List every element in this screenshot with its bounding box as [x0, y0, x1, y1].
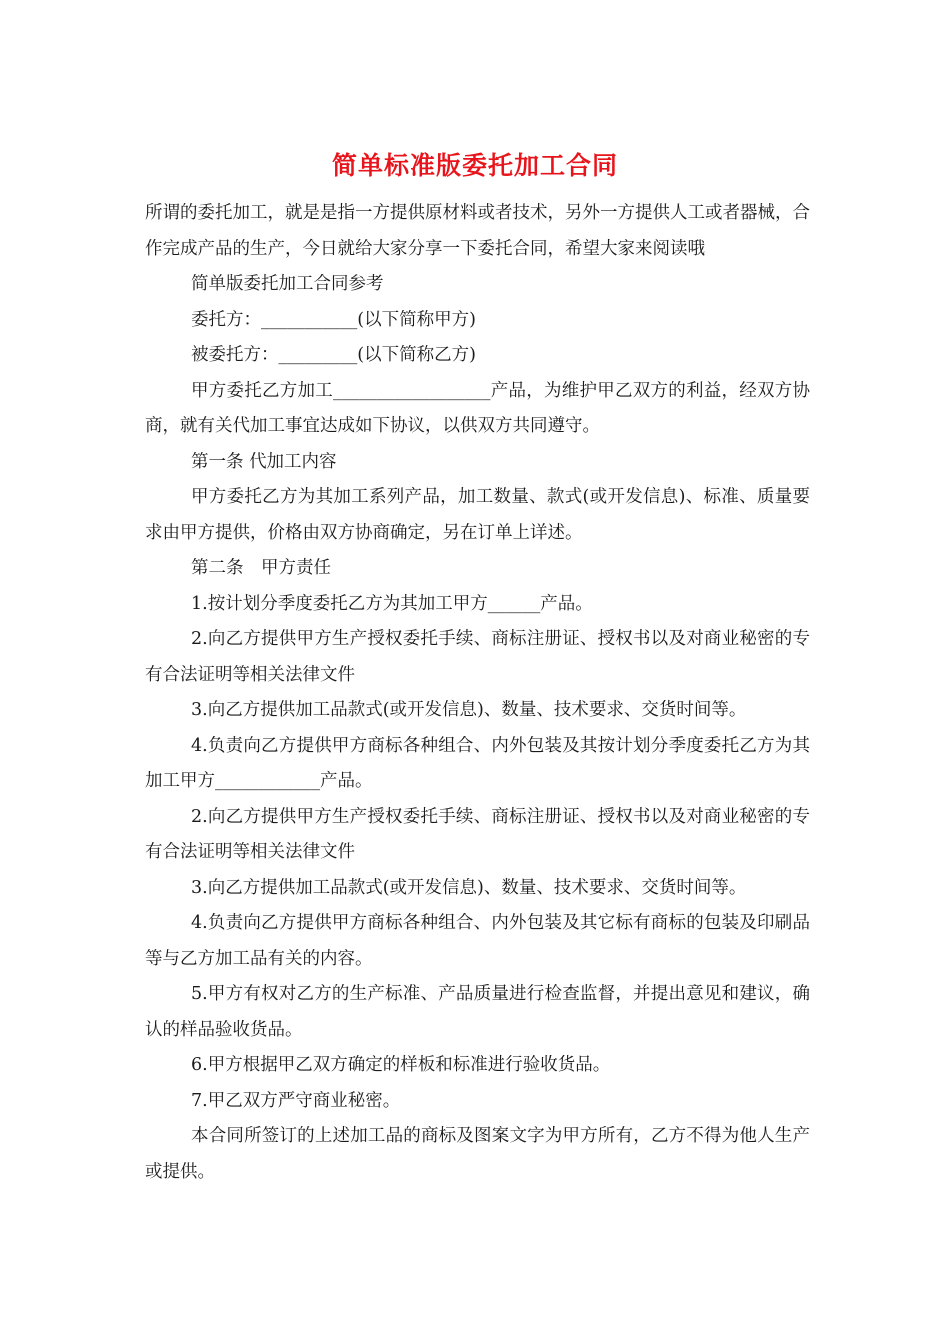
paragraph: 甲方委托乙方为其加工系列产品，加工数量、款式(或开发信息)、标准、质量要求由甲方提供，价格由双方协商确定，另在订单上详述。: [145, 487, 810, 543]
paragraph: 本合同所签订的上述加工品的商标及图案文字为甲方所有，乙方不得为他人生产或提供。: [145, 1126, 810, 1182]
document-title: 简单标准版委托加工合同: [331, 151, 618, 180]
paragraph: 3.向乙方提供加工品款式(或开发信息)、数量、技术要求、交货时间等。: [191, 877, 747, 898]
paragraph: 2.向乙方提供甲方生产授权委托手续、商标注册证、授权书以及对商业秘密的专有合法证明等相关法律文件: [145, 629, 810, 685]
paragraph: 所谓的委托加工，就是是指一方提供原材料或者技术，另外一方提供人工或者器械，合作完成产品的生产，今日就给大家分享一下委托合同，希望大家来阅读哦: [145, 203, 810, 259]
paragraph: 第二条 甲方责任: [191, 558, 331, 578]
paragraph: 4.负责向乙方提供甲方商标各种组合、内外包装及其按计划分季度委托乙方为其加工甲方____________产品。: [145, 735, 810, 791]
paragraph: 7.甲乙双方严守商业秘密。: [191, 1090, 401, 1111]
paragraph: 甲方委托乙方加工__________________产品，为维护甲乙双方的利益，经双方协商，就有关代加工事宜达成如下协议，以供双方共同遵守。: [145, 380, 810, 436]
document-body: [145, 196, 810, 1190]
paragraph: 第一条 代加工内容: [191, 451, 337, 472]
paragraph: 3.向乙方提供加工品款式(或开发信息)、数量、技术要求、交货时间等。: [191, 700, 747, 720]
paragraph: 5.甲方有权对乙方的生产标准、产品质量进行检查监督，并提出意见和建议，确认的样品验收货品。: [145, 984, 810, 1040]
paragraph: 4.负责向乙方提供甲方商标各种组合、内外包装及其它标有商标的包装及印刷品等与乙方加工品有关的内容。: [145, 913, 810, 969]
paragraph: 简单版委托加工合同参考: [191, 274, 384, 294]
paragraph: 被委托方：_________(以下简称乙方): [191, 345, 476, 365]
paragraph: 2.向乙方提供甲方生产授权委托手续、商标注册证、授权书以及对商业秘密的专有合法证明等相关法律文件: [145, 806, 810, 862]
paragraph: 6.甲方根据甲乙双方确定的样板和标准进行验收货品。: [191, 1055, 611, 1075]
paragraph: 1.按计划分季度委托乙方为其加工甲方______产品。: [191, 593, 593, 614]
paragraph: 委托方：___________(以下简称甲方): [191, 309, 476, 330]
